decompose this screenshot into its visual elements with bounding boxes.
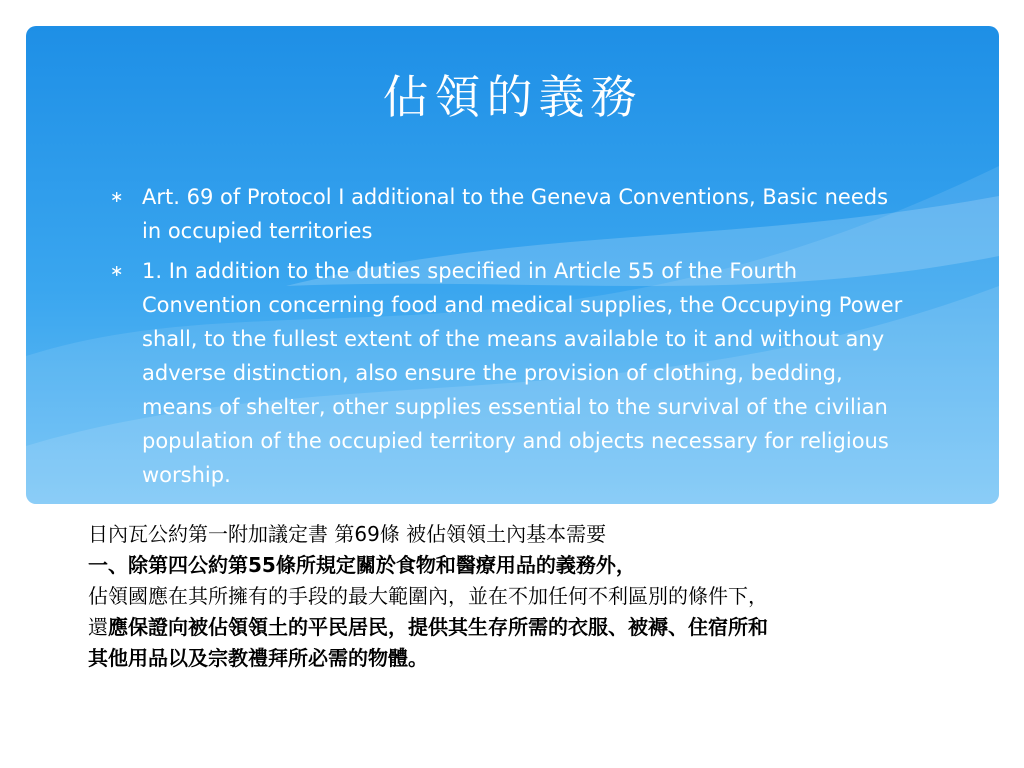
chinese-line: 一、除第四公約第55條所規定關於食物和醫療用品的義務外，: [88, 553, 636, 577]
bullet-text: Art. 69 of Protocol I additional to the Geneva Conventions, Basic needs in occupied territories: [142, 185, 889, 243]
bullet-list: [110, 180, 910, 498]
chinese-line-prefix: 還: [88, 615, 108, 639]
slide-title: 佔領的義務: [382, 70, 643, 124]
chinese-line: 其他用品以及宗教禮拜所必需的物體。: [88, 646, 428, 670]
chinese-translation: [88, 519, 978, 674]
list-item: [110, 180, 910, 248]
chinese-heading: 日內瓦公約第一附加議定書 第69條 被佔領領土內基本需要: [88, 522, 607, 546]
bullet-text: 1. In addition to the duties specified in Article 55 of the Fourth Convention concerning food and medical supplies, the Occupying Power shall, to the fullest extent of the means available to it and without any adverse distinction, also ensure the provision of clothing, bedding, means of shelter, other supplies essential to the survival of the civilian population of the occupied territory and objects necessary for religious worship.: [142, 259, 903, 487]
chinese-line: [88, 612, 978, 643]
asterisk-bullet-icon: ∗: [110, 261, 124, 280]
chinese-line-bold: 應保證向被佔領領土的平民居民，提供其生存所需的衣服、被褥、住宿所和: [108, 615, 768, 639]
list-item: [110, 254, 910, 492]
chinese-line: 佔領國應在其所擁有的手段的最大範圍內，並在不加任何不利區別的條件下，: [88, 584, 768, 608]
asterisk-bullet-icon: ∗: [110, 187, 124, 206]
